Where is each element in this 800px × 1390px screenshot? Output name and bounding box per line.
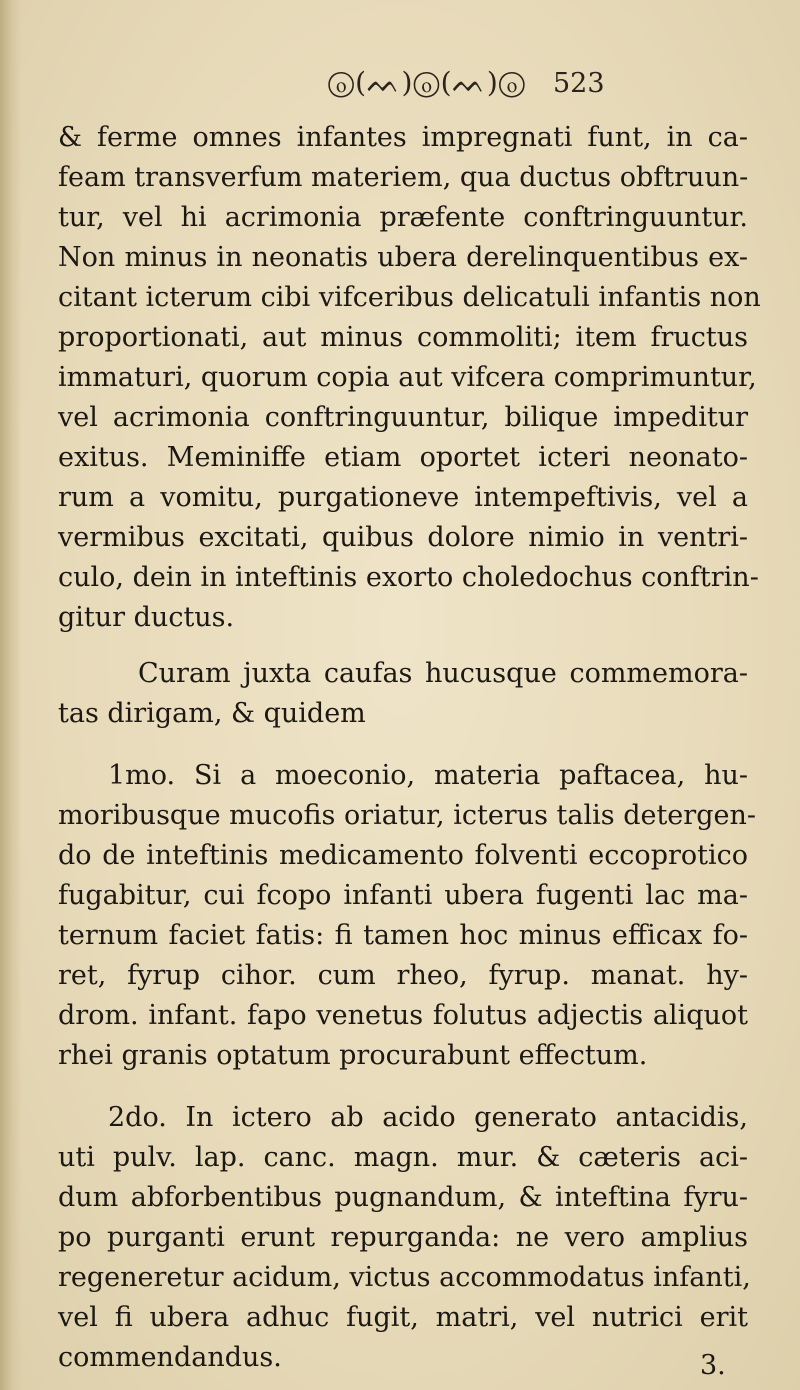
text-line: regeneretur acidum, victus accommodatus infanti, <box>58 1262 751 1293</box>
header-ornament: ⓞ(ᨓ)ⓞ(ᨓ)ⓞ <box>328 66 526 99</box>
text-line: citant icterum cibi vifceribus delicatuli infantis non <box>58 282 761 313</box>
text-line: culo, dein in inteftinis exorto choledochus conftrin- <box>58 562 759 593</box>
paragraph-4 <box>58 1098 751 1378</box>
text-line: exitus. Meminiffe etiam oportet icteri neonato- <box>58 442 748 473</box>
text-line: uti pulv. lap. canc. magn. mur. & cæteris aci- <box>58 1142 748 1173</box>
text-line: tas dirigam, & quidem <box>58 698 366 729</box>
text-line: tur, vel hi acrimonia præfente conftringuuntur. <box>58 202 748 233</box>
text-line: moribusque mucofis oriatur, icterus talis detergen- <box>58 800 756 831</box>
paragraph-1 <box>58 118 761 638</box>
text-line: rum a vomitu, purgationeve intempeftivis, vel a <box>58 482 748 513</box>
text-line: Curam juxta caufas hucusque commemora- <box>138 658 748 689</box>
text-line: & ferme omnes infantes impregnati funt, in ca- <box>58 122 748 153</box>
page-number: 523 <box>553 68 605 99</box>
text-line: ret, fyrup cihor. cum rheo, fyrup. manat. hy- <box>58 960 748 991</box>
text-line: 2do. In ictero ab acido generato antacidis, <box>108 1102 748 1133</box>
text-line: Non minus in neonatis ubera derelinquentibus ex- <box>58 242 748 273</box>
paragraph-3 <box>58 756 756 1076</box>
text-line: ternum faciet fatis: fi tamen hoc minus efficax fo- <box>58 920 748 951</box>
text-line: 1mo. Si a moeconio, materia paftacea, hu- <box>108 760 748 791</box>
text-line: rhei granis optatum procurabunt effectum. <box>58 1040 648 1071</box>
text-line: fugabitur, cui fcopo infanti ubera fugenti lac ma- <box>58 880 748 911</box>
page-header <box>0 66 800 106</box>
text-line: do de inteftinis medicamento folventi eccoprotico <box>58 840 748 871</box>
text-line: dum abforbentibus pugnandum, & inteftina fyru- <box>58 1182 748 1213</box>
text-line: drom. infant. fapo venetus folutus adjectis aliquot <box>58 1000 748 1031</box>
text-line: vel acrimonia conftringuuntur, bilique impeditur <box>58 402 748 433</box>
text-line: feam transverfum materiem, qua ductus obftruun- <box>58 162 749 193</box>
text-line: commendandus. <box>58 1342 282 1373</box>
text-line: immaturi, quorum copia aut vifcera comprimuntur, <box>58 362 757 393</box>
text-line: gitur ductus. <box>58 602 235 633</box>
catchword: 3. <box>700 1350 726 1381</box>
binding-edge <box>0 0 22 1390</box>
paragraph-2 <box>58 654 748 734</box>
text-line: vermibus excitati, quibus dolore nimio in ventri- <box>58 522 748 553</box>
text-line: po purganti erunt repurganda: ne vero amplius <box>58 1222 748 1253</box>
text-line: proportionati, aut minus commoliti; item fructus <box>58 322 748 353</box>
body-text <box>58 118 761 1378</box>
text-line: vel fi ubera adhuc fugit, matri, vel nutrici erit <box>58 1302 748 1333</box>
